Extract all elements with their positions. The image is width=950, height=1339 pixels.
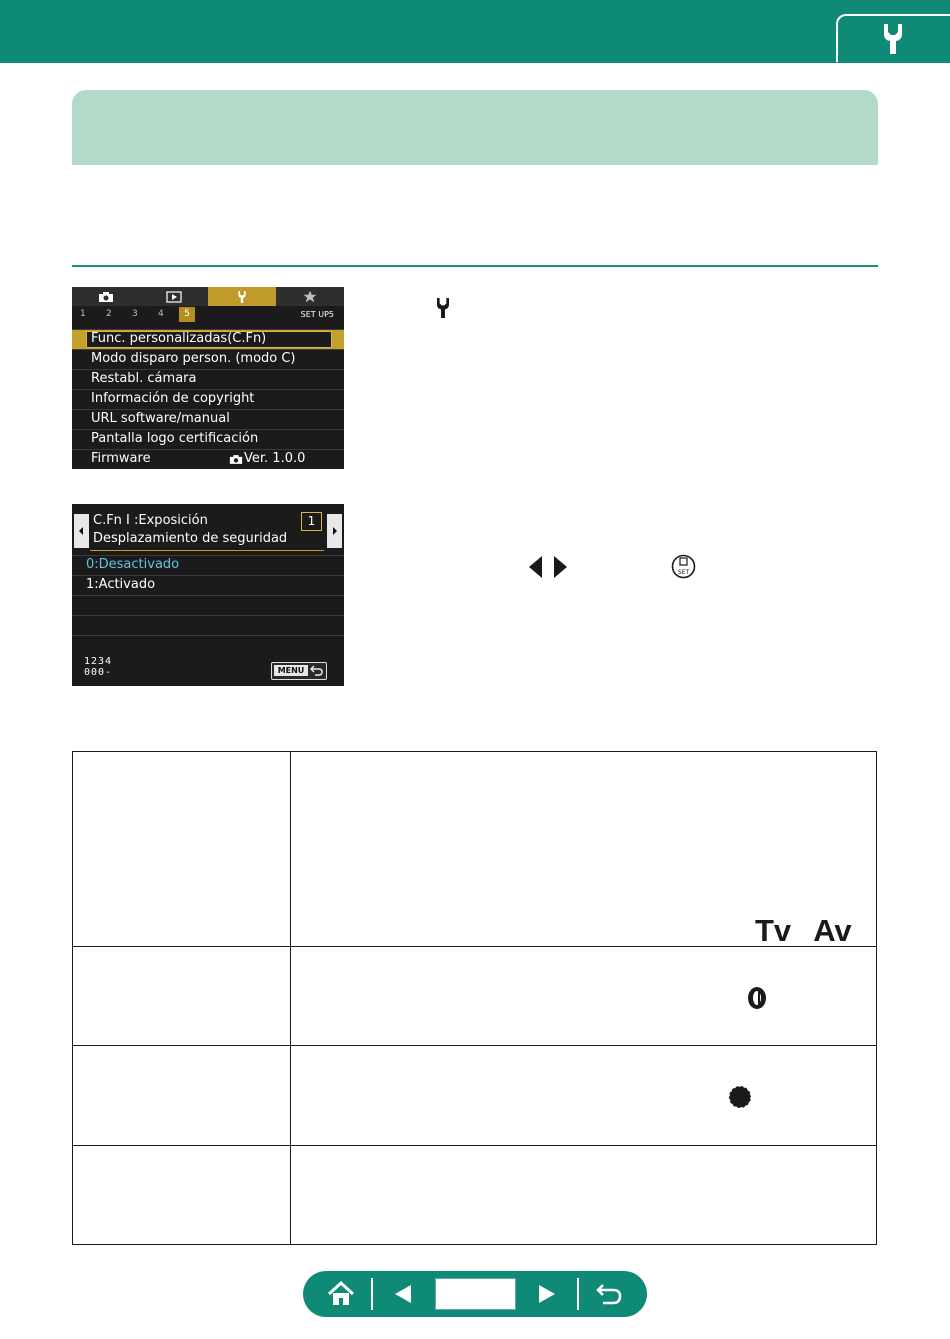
menu-page-numbers: [72, 306, 344, 324]
camera-menu-screen: [72, 287, 344, 469]
page-number[interactable]: 3: [132, 309, 138, 319]
camera-icon: [229, 454, 243, 465]
star-icon: [303, 290, 317, 303]
return-icon: [593, 1278, 625, 1310]
section-title-box: [72, 90, 878, 165]
menu-item-copyright[interactable]: [72, 389, 344, 409]
table-column-divider: [290, 752, 291, 1244]
menu-back-button[interactable]: [271, 662, 327, 680]
back-button[interactable]: [593, 1278, 627, 1310]
page-number-active[interactable]: 5: [179, 307, 195, 322]
menu-item-label: Información de copyright: [91, 391, 255, 406]
set-button-icon: [671, 554, 696, 579]
quick-control-dial-icon: [727, 1084, 753, 1110]
menu-item-custom-mode[interactable]: [72, 349, 344, 369]
table-row-divider: [73, 1045, 876, 1046]
cfn-status-summary: [84, 656, 112, 678]
menu-tabs: [72, 287, 344, 306]
page-number[interactable]: 2: [106, 309, 112, 319]
option-label: 1:Activado: [86, 577, 156, 592]
section-tab[interactable]: [836, 14, 950, 62]
svg-text:SET: SET: [677, 569, 690, 576]
left-right-keys-icon: [527, 555, 569, 579]
empty-row: [72, 595, 344, 615]
status-values: 000-: [84, 667, 113, 678]
right-arrow-icon: [327, 514, 342, 548]
cfn-function-title: Desplazamiento de seguridad: [93, 531, 288, 546]
custom-function-screen: [72, 504, 344, 686]
control-ring-icon: [746, 985, 768, 1011]
next-page-button[interactable]: [531, 1278, 561, 1310]
prev-page-button[interactable]: [389, 1278, 419, 1310]
table-row-divider: [73, 1145, 876, 1146]
section-divider: [72, 265, 878, 267]
page-number-field[interactable]: [435, 1278, 516, 1310]
page-number[interactable]: 4: [158, 309, 164, 319]
menu-label: MENU: [274, 665, 308, 676]
playback-icon: [166, 291, 182, 303]
status-numbers: 1234: [84, 656, 113, 667]
page-navigation: [303, 1271, 647, 1317]
page-number[interactable]: 1: [80, 309, 86, 319]
title-underline: [90, 550, 324, 551]
wrench-icon: [878, 22, 908, 56]
av-mode-label: Av: [813, 913, 852, 948]
wrench-icon: [433, 296, 453, 320]
nav-divider: [577, 1278, 579, 1310]
menu-item-reset-camera[interactable]: [72, 369, 344, 389]
prev-function-button[interactable]: [74, 514, 89, 548]
mode-labels: [755, 913, 874, 949]
option-activated[interactable]: [72, 575, 344, 595]
cfn-number: 1: [301, 512, 322, 531]
menu-item-label: Pantalla logo certificación: [91, 431, 259, 446]
return-icon: [310, 665, 323, 676]
settings-table: [72, 751, 877, 1245]
empty-row: [72, 635, 344, 655]
next-function-button[interactable]: [327, 514, 342, 548]
menu-item-firmware[interactable]: [72, 449, 344, 469]
tab-shooting[interactable]: [72, 287, 140, 306]
tab-playback[interactable]: [140, 287, 208, 306]
menu-item-label: URL software/manual: [91, 411, 230, 426]
home-button[interactable]: [325, 1278, 359, 1310]
menu-item-custom-functions[interactable]: [72, 329, 344, 349]
next-arrow-icon: [531, 1278, 561, 1310]
menu-item-label: Firmware: [91, 451, 151, 466]
nav-divider: [371, 1278, 373, 1310]
empty-row: [72, 615, 344, 635]
cfn-group-title: C.Fn I :Exposición: [93, 513, 208, 528]
wrench-icon: [236, 290, 248, 304]
camera-icon: [98, 291, 114, 303]
option-label: 0:Desactivado: [86, 557, 180, 572]
cfn-header: [72, 504, 344, 554]
tab-my-menu[interactable]: [276, 287, 344, 306]
top-bar: [0, 0, 950, 63]
tv-mode-label: Tv: [755, 913, 792, 948]
menu-item-software-url[interactable]: [72, 409, 344, 429]
left-arrow-icon: [74, 514, 89, 548]
menu-item-label: Restabl. cámara: [91, 371, 197, 386]
home-icon: [325, 1278, 357, 1310]
option-deactivated[interactable]: [72, 555, 344, 575]
firmware-version: Ver. 1.0.0: [244, 451, 306, 466]
tab-label: SET UP5: [300, 310, 334, 319]
menu-item-label: Modo disparo person. (modo C): [91, 351, 296, 366]
prev-arrow-icon: [389, 1278, 419, 1310]
menu-item-label: Func. personalizadas(C.Fn): [91, 331, 267, 346]
tab-setup[interactable]: [208, 287, 276, 306]
menu-item-cert-logo[interactable]: [72, 429, 344, 449]
